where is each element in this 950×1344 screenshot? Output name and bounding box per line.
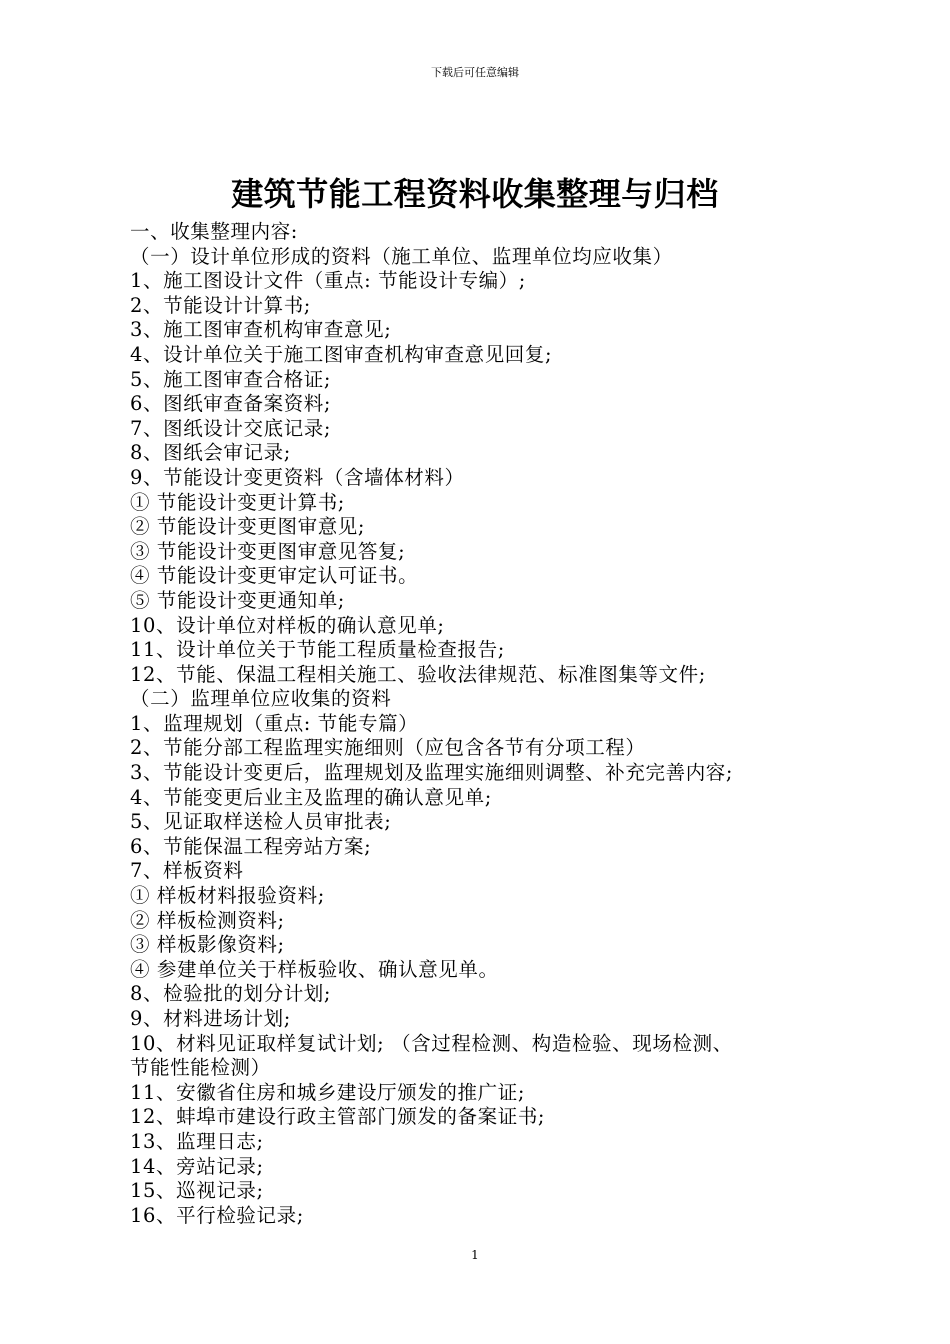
body-line: 16、平行检验记录; bbox=[130, 1203, 304, 1227]
body-line: 2、节能分部工程监理实施细则（应包含各节有分项工程） bbox=[130, 736, 646, 760]
body-line: 5、施工图审查合格证; bbox=[130, 367, 332, 391]
body-line: 8、检验批的划分计划; bbox=[130, 982, 332, 1006]
document-title: 建筑节能工程资料收集整理与归档 bbox=[231, 175, 719, 213]
header-note: 下载后可任意编辑 bbox=[431, 66, 519, 79]
body-line: 8、图纸会审记录; bbox=[130, 441, 291, 465]
body-line: ① 样板材料报验资料; bbox=[130, 884, 325, 908]
body-line: （二）监理单位应收集的资料 bbox=[130, 687, 392, 711]
body-line: 2、节能设计计算书; bbox=[130, 293, 311, 317]
body-line: 1、监理规划（重点: 节能专篇） bbox=[130, 711, 419, 735]
body-line: 5、见证取样送检人员审批表; bbox=[130, 810, 392, 834]
body-line: ⑤ 节能设计变更通知单; bbox=[130, 588, 345, 612]
body-line: 9、节能设计变更资料（含墙体材料） bbox=[130, 465, 465, 489]
body-line: 14、旁站记录; bbox=[130, 1154, 264, 1178]
body-line: 15、巡视记录; bbox=[130, 1179, 264, 1203]
body-line: 节能性能检测） bbox=[130, 1056, 271, 1080]
body-line: 10、设计单位对样板的确认意见单; bbox=[130, 613, 445, 637]
body-line: 3、节能设计变更后，监理规划及监理实施细则调整、补充完善内容; bbox=[130, 761, 734, 785]
document-body bbox=[130, 220, 860, 1228]
body-line: ③ 样板影像资料; bbox=[130, 933, 285, 957]
body-line: 1、施工图设计文件（重点: 节能设计专编）; bbox=[130, 269, 526, 293]
body-line: 6、图纸审查备案资料; bbox=[130, 392, 332, 416]
body-line: ③ 节能设计变更图审意见答复; bbox=[130, 539, 406, 563]
page-number: 1 bbox=[471, 1248, 479, 1262]
body-line: ④ 参建单位关于样板验收、确认意见单。 bbox=[130, 957, 499, 981]
body-line: ② 节能设计变更图审意见; bbox=[130, 515, 366, 539]
body-line: 6、节能保温工程旁站方案; bbox=[130, 834, 372, 858]
body-line: ① 节能设计变更计算书; bbox=[130, 490, 345, 514]
body-line: （一）设计单位形成的资料（施工单位、监理单位均应收集） bbox=[130, 244, 673, 268]
body-line: 7、图纸设计交底记录; bbox=[130, 416, 332, 440]
body-line: 12、蚌埠市建设行政主管部门颁发的备案证书; bbox=[130, 1105, 546, 1129]
body-line: 10、材料见证取样复试计划; （含过程检测、构造检验、现场检测、 bbox=[130, 1031, 733, 1055]
body-line: ② 样板检测资料; bbox=[130, 908, 285, 932]
body-line: 7、样板资料 bbox=[130, 859, 244, 883]
body-line: 11、安徽省住房和城乡建设厅颁发的推广证; bbox=[130, 1080, 525, 1104]
body-line: ④ 节能设计变更审定认可证书。 bbox=[130, 564, 419, 588]
body-line: 11、设计单位关于节能工程质量检查报告; bbox=[130, 638, 505, 662]
body-line: 4、节能变更后业主及监理的确认意见单; bbox=[130, 785, 492, 809]
body-line: 3、施工图审查机构审查意见; bbox=[130, 318, 392, 342]
body-line: 12、节能、保温工程相关施工、验收法律规范、标准图集等文件; bbox=[130, 662, 706, 686]
body-line: 13、监理日志; bbox=[130, 1129, 264, 1153]
body-line: 4、设计单位关于施工图审查机构审查意见回复; bbox=[130, 342, 553, 366]
body-line: 9、材料进场计划; bbox=[130, 1007, 291, 1030]
body-line: 一、收集整理内容: bbox=[130, 220, 298, 243]
